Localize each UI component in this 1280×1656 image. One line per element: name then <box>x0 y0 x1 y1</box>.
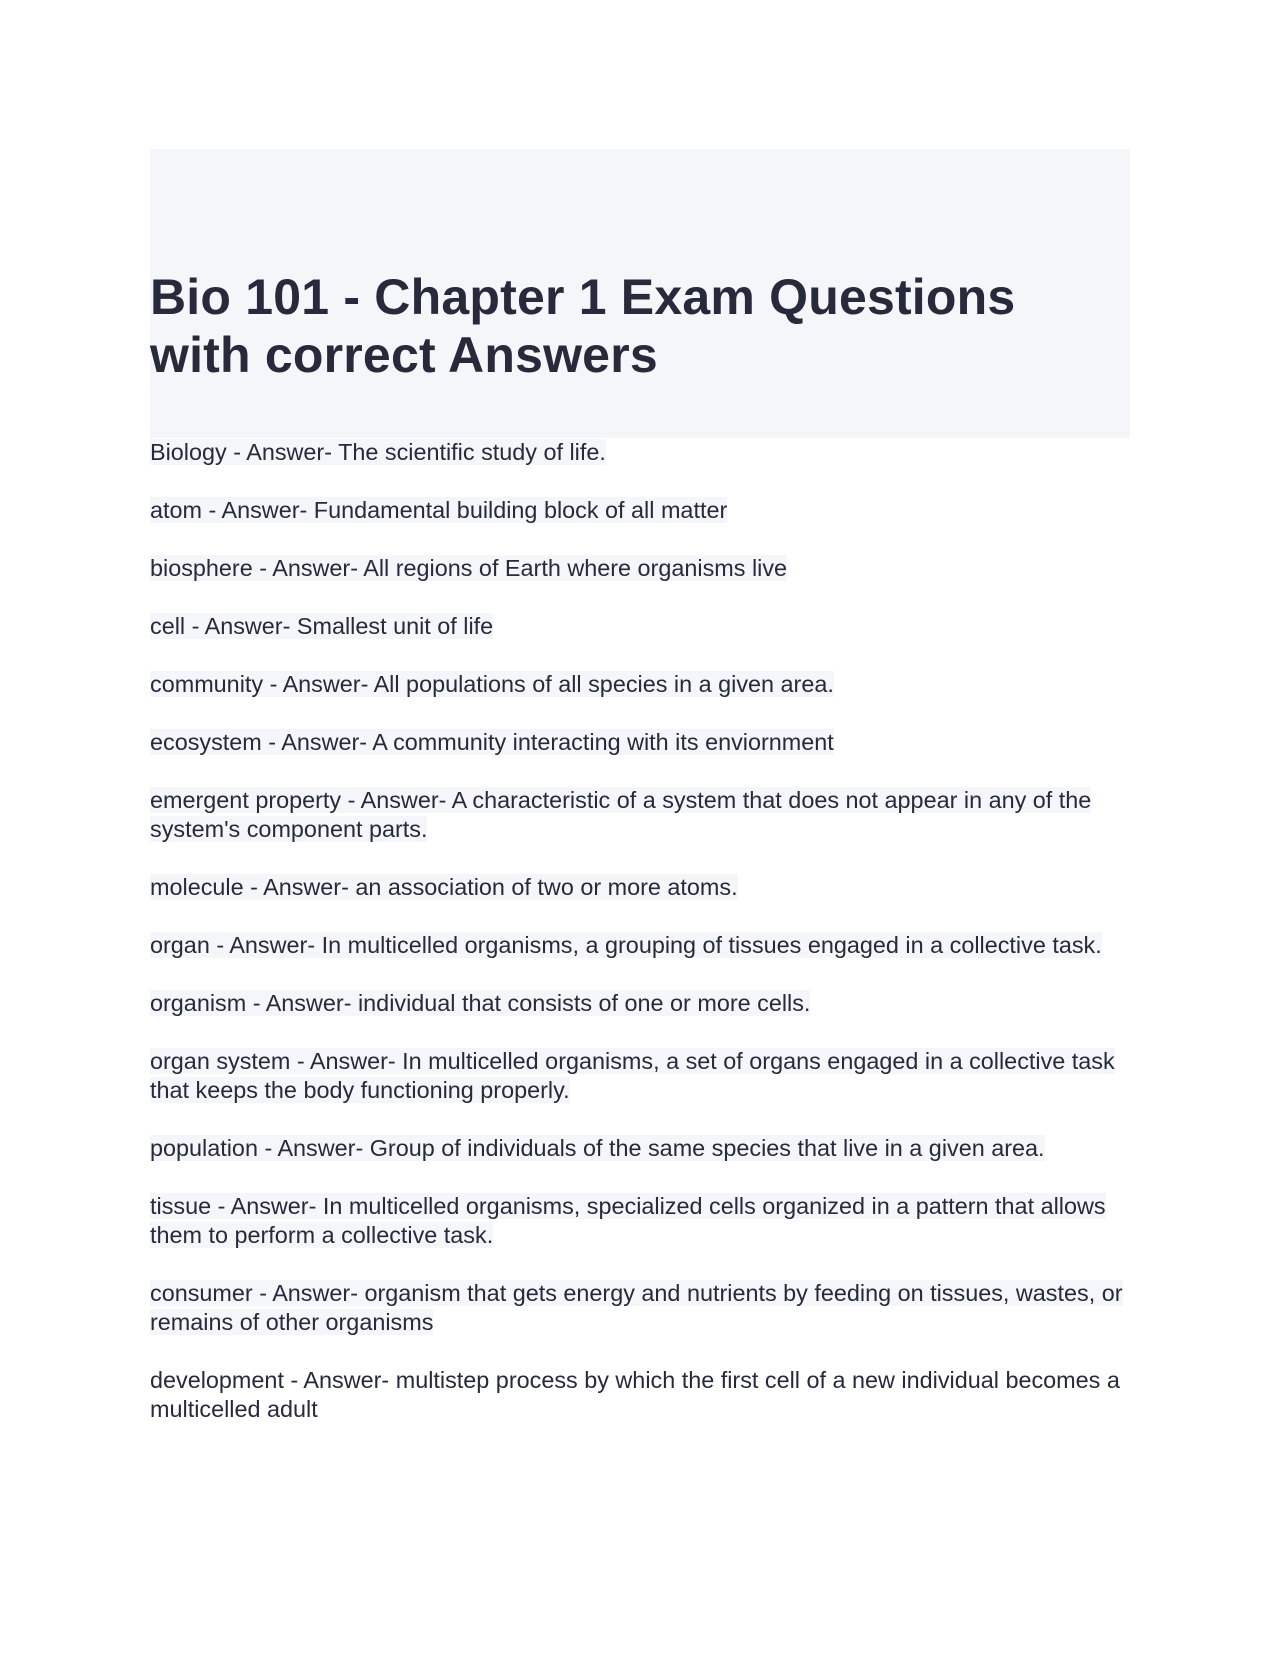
entry-text: atom - Answer- Fundamental building block of all matter <box>150 497 728 523</box>
entry-text: biosphere - Answer- All regions of Earth where organisms live <box>150 555 788 581</box>
answer-entry <box>150 612 1130 641</box>
answer-entry <box>150 1279 1130 1337</box>
entry-text: tissue - Answer- In multicelled organisms, specialized cells organized in a pattern that allows them to perform a collective task. <box>150 1193 1106 1248</box>
answer-entry <box>150 873 1130 902</box>
entry-text: organ - Answer- In multicelled organisms, a grouping of tissues engaged in a collective task. <box>150 932 1102 958</box>
entry-text: organ system - Answer- In multicelled organisms, a set of organs engaged in a collective task that keeps the body functioning properly. <box>150 1048 1115 1103</box>
entry-text: consumer - Answer- organism that gets energy and nutrients by feeding on tissues, wastes, or remains of other organisms <box>150 1280 1123 1335</box>
answer-entry <box>150 1134 1130 1163</box>
answer-entry <box>150 989 1130 1018</box>
answer-entry <box>150 496 1130 525</box>
entry-text: organism - Answer- individual that consists of one or more cells. <box>150 990 811 1016</box>
entry-text: emergent property - Answer- A characteristic of a system that does not appear in any of the system's component parts. <box>150 787 1092 842</box>
answer-entry <box>150 438 1130 467</box>
entry-text: molecule - Answer- an association of two or more atoms. <box>150 874 738 900</box>
entry-text: development - Answer- multistep process by which the first cell of a new individual becomes a multicelled adult <box>150 1367 1120 1422</box>
answer-entry <box>150 554 1130 583</box>
answer-entry <box>150 670 1130 699</box>
document-page <box>150 149 1130 1424</box>
document-title: Bio 101 - Chapter 1 Exam Questions with correct Answers <box>150 269 1016 383</box>
answer-entry <box>150 786 1130 844</box>
answer-entry <box>150 1192 1130 1250</box>
entry-text: ecosystem - Answer- A community interacting with its enviornment <box>150 729 834 755</box>
entry-text: cell - Answer- Smallest unit of life <box>150 613 494 639</box>
answer-entry <box>150 1047 1130 1105</box>
entry-text: Biology - Answer- The scientific study of life. <box>150 439 606 465</box>
answer-entry <box>150 1366 1130 1424</box>
answer-entry <box>150 728 1130 757</box>
entry-text: community - Answer- All populations of all species in a given area. <box>150 671 834 697</box>
entry-text: population - Answer- Group of individuals of the same species that live in a given area. <box>150 1135 1045 1161</box>
title-block <box>150 149 1130 438</box>
answer-list <box>150 438 1130 1424</box>
answer-entry <box>150 931 1130 960</box>
